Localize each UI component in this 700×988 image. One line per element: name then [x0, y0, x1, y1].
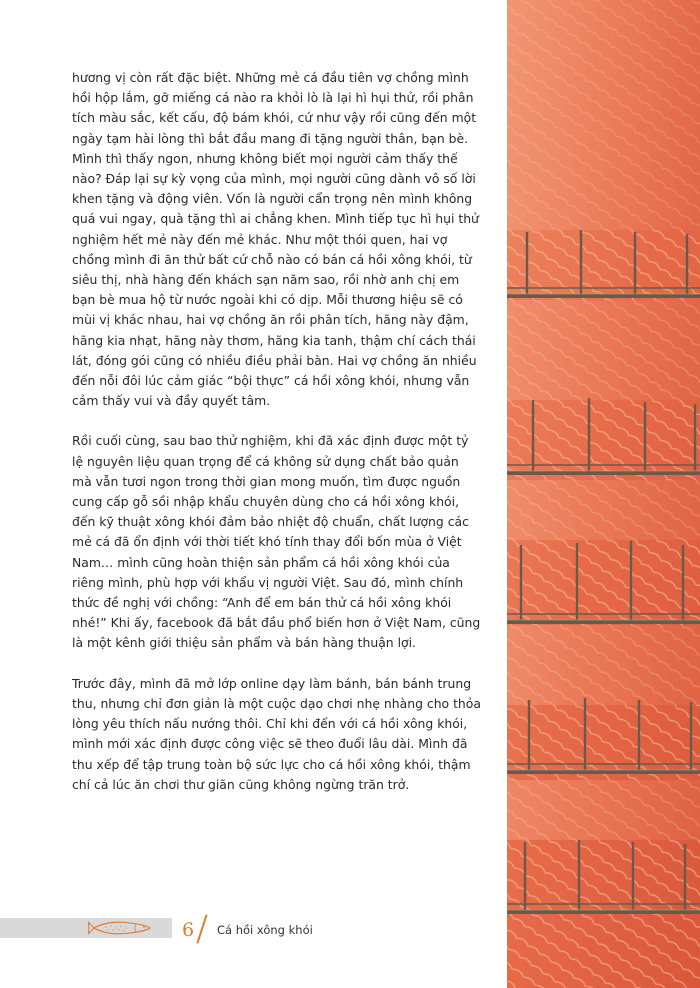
page-number: 6 [182, 919, 195, 941]
body-text [72, 68, 482, 815]
paragraph-3: Trước đây, mình đã mở lớp online dạy làm bánh, bán bánh trung thu, nhưng chỉ đơn giản là một cuộc dạo chơi nhẹ nhàng cho thỏa lòng yêu thích nấu nướng thôi. Chỉ khi đến với cá hồi xông khói, mình mới xác định được công việc sẽ theo đuổi lâu dài. Mình đã thu xếp để tập trung toàn bộ sức lực cho cá hồi xông khói, thậm chí cả lúc ăn chơi thư giãn cũng không ngừng trăn trở. [72, 675, 481, 792]
running-title: Cá hồi xông khói [217, 923, 313, 937]
paragraph-2: Rồi cuối cùng, sau bao thử nghiệm, khi đã xác định được một tỷ lệ nguyên liệu quan trọng để cá không sử dụng chất bảo quản mà vẫn tươi ngon trong thời gian mong muốn, tìm được nguồn cung cấp gỗ sồi nhập khẩu chuyên dùng cho cá hồi xông khói, đến kỹ thuật xông khói đảm bảo nhiệt độ chuẩn, chất lượng các mẻ cá đã ổn định với thời tiết khó tính thay đổi bốn mùa ở Việt Nam… mình cũng hoàn thiện sản phẩm cá hồi xông khói của riêng mình, phù hợp với khẩu vị người Việt. Sau đó, mình chính thức đề nghị với chồng: “Anh để em bán thử cá hồi xông khói nhé!” Khi ấy, facebook đã bắt đầu phổ biến hơn ở Việt Nam, cũng là một kênh giới thiệu sản phẩm và bán hàng thuận lợi. [72, 433, 481, 651]
paragraph-1: hương vị còn rất đặc biệt. Những mẻ cá đầu tiên vợ chồng mình hồi hộp lắm, gỡ miếng cá nào ra khỏi lò là lại hì hụi thử, rồi phân tích màu sắc, kết cấu, độ bám khói, cứ như vậy rồi cũng đến một ngày tạm hài lòng thì bắt đầu mang đi tặng người thân, bạn bè. Mình thì thấy ngon, nhưng không biết mọi người cảm thấy thế nào? Đáp lại sự kỳ vọng của mình, mọi người cũng dành vô số lời khen tặng và động viên. Vốn là người cẩn trọng nên mình không quá vui ngay, quà tặng thì ai chẳng khen. Mình tiếp tục hì hụi thử nghiệm hết mẻ này đến mẻ khác. Như một thói quen, hai vợ chồng mình đi ăn thử bất cứ chỗ nào có bán cá hồi xông khói, từ siêu thị, nhà hàng đến khách sạn năm sao, rồi nhờ anh chị em bạn bè mua hộ từ nước ngoài khi có dịp. Mỗi thương hiệu sẽ có mùi vị khác nhau, hai vợ chồng ăn rồi phân tích, hãng này đậm, hãng kia nhạt, hãng này thơm, hãng kia tanh, thậm chí cách thái lát, đóng gói cũng có nhiều điều phải bàn. Hai vợ chồng ăn nhiều đến nỗi đôi lúc cảm giác “bội thực” cá hồi xông khói, nhưng vẫn cảm thấy vui và đầy quyết tâm. [72, 70, 479, 409]
fish-icon [88, 919, 158, 942]
salmon-rack-photo [507, 0, 700, 988]
footer-divider [196, 914, 207, 943]
